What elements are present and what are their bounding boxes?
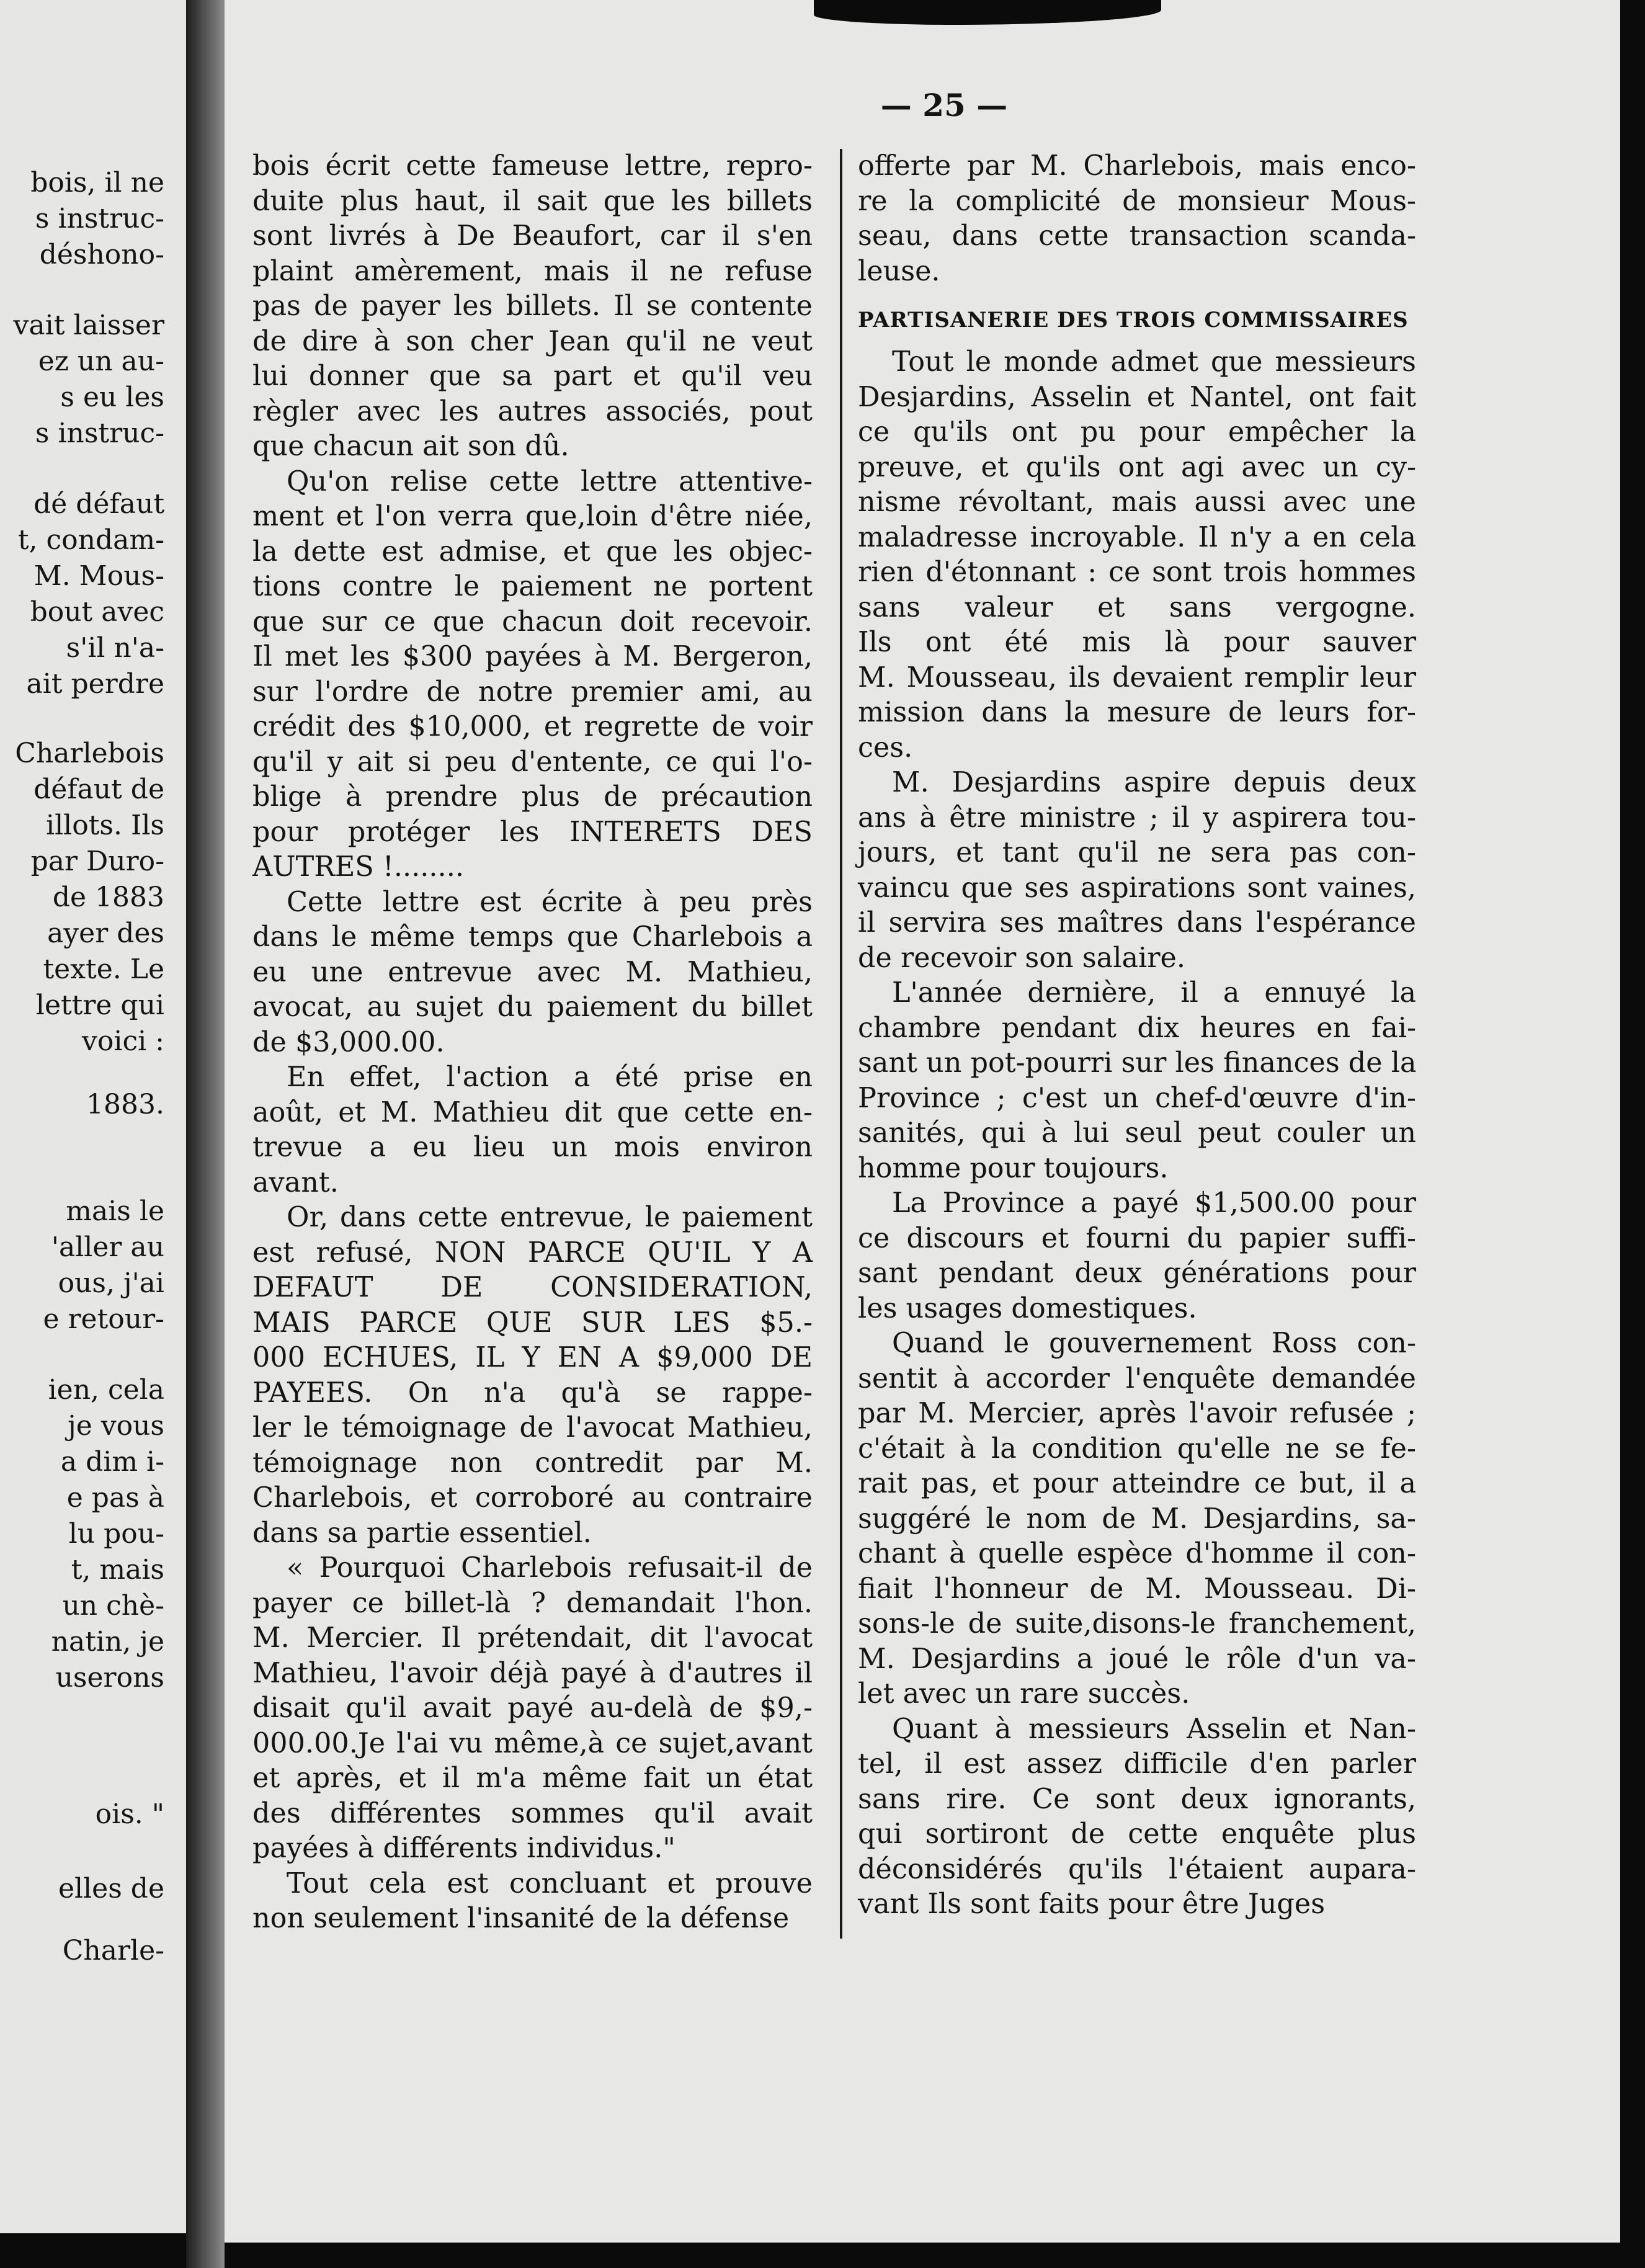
facing-page-line: voici : xyxy=(82,1026,164,1057)
facing-page-line: mais le xyxy=(66,1196,164,1227)
text-line: 000 ECHUES, IL Y EN A $9,000 DE xyxy=(252,1342,813,1373)
facing-page-line: bois, il ne xyxy=(30,167,164,199)
text-line: qui sortiront de cette enquête plus xyxy=(858,1818,1416,1850)
facing-page-line: s instruc- xyxy=(35,418,164,449)
facing-page-line: de 1883 xyxy=(52,882,164,913)
facing-page-line: dé défaut xyxy=(33,489,164,520)
column-left xyxy=(252,149,813,1937)
text-line: La Province a payé $1,500.00 pour xyxy=(892,1187,1416,1219)
text-line: non seulement l'insanité de la défense xyxy=(252,1903,790,1934)
paragraph xyxy=(858,345,1416,766)
text-line: sur l'ordre de notre premier ami, au xyxy=(252,676,813,708)
text-line: M. Mercier. Il prétendait, dit l'avocat xyxy=(252,1622,813,1654)
text-line: maladresse incroyable. Il n'y a en cela xyxy=(858,521,1416,553)
facing-page-line: M. Mous- xyxy=(33,561,164,592)
facing-page-line: bout avec xyxy=(30,597,164,628)
text-line: Quant à messieurs Asselin et Nan- xyxy=(892,1713,1416,1745)
facing-page-line: ois. " xyxy=(95,1799,164,1830)
text-line: avant. xyxy=(252,1166,339,1199)
scan-edge xyxy=(1620,0,1645,2268)
facing-page-line: vait laisser xyxy=(13,310,164,341)
text-line: est refusé, NON PARCE QU'IL Y A xyxy=(252,1236,813,1269)
text-line: témoignage non contredit par M. xyxy=(252,1447,813,1479)
text-line: dans le même temps que Charlebois a xyxy=(252,921,813,953)
paragraph xyxy=(252,885,813,1061)
facing-page-line: s eu les xyxy=(60,382,164,413)
column-right-body xyxy=(858,345,1416,1922)
paragraph xyxy=(252,1551,813,1867)
facing-page-line: elles de xyxy=(58,1873,164,1904)
text-line: jours, et tant qu'il ne sera pas con- xyxy=(858,837,1416,868)
page-shadow xyxy=(225,2243,1620,2268)
section-heading: PARTISANERIE DES TROIS COMMISSAIRES xyxy=(858,308,1409,333)
text-line: L'année dernière, il a ennuyé la xyxy=(892,977,1416,1009)
text-line: la dette est admise, et que les objec- xyxy=(252,535,813,568)
text-line: suggéré le nom de M. Desjardins, sa- xyxy=(858,1502,1416,1535)
text-line: lui donner que sa part et qu'il veu xyxy=(252,360,813,392)
text-line: payer ce billet-là ? demandait l'hon. xyxy=(252,1587,813,1619)
text-line: Province ; c'est un chef-d'œuvre d'in- xyxy=(858,1082,1416,1114)
page-number: — 25 — xyxy=(880,87,1008,123)
text-line: de $3,000.00. xyxy=(252,1026,445,1058)
text-line: déconsidérés qu'ils l'étaient aupara- xyxy=(858,1853,1416,1885)
text-line: Desjardins, Asselin et Nantel, ont fait xyxy=(858,381,1416,413)
text-line: homme pour toujours. xyxy=(858,1152,1169,1184)
text-line: c'était à la condition qu'elle ne se fe- xyxy=(858,1432,1416,1465)
facing-page-line: un chè- xyxy=(62,1591,164,1622)
paragraph xyxy=(858,1712,1416,1922)
page xyxy=(225,0,1620,2243)
text-line: trevue a eu lieu un mois environ xyxy=(252,1132,813,1163)
text-line: sans rire. Ce sont deux ignorants, xyxy=(858,1783,1416,1815)
facing-page-line: ez un au- xyxy=(38,346,164,377)
column-right-intro xyxy=(858,149,1416,289)
text-line: chambre pendant dix heures en fai- xyxy=(858,1012,1416,1044)
text-line: Charlebois, et corroboré au contraire xyxy=(252,1482,813,1514)
text-line: M. Desjardins aspire depuis deux xyxy=(892,767,1416,798)
text-line: ces. xyxy=(858,731,913,764)
text-line: crédit des $10,000, et regrette de voir xyxy=(252,711,813,743)
text-line: Quand le gouvernement Ross con- xyxy=(892,1328,1416,1359)
paragraph xyxy=(252,1200,813,1551)
text-line: ment et l'on verra que,loin d'être niée, xyxy=(252,501,813,532)
text-line: eu une entrevue avec M. Mathieu, xyxy=(252,956,813,988)
text-line: blige à prendre plus de précaution xyxy=(252,781,813,813)
text-line: DEFAUT DE CONSIDERATION, xyxy=(252,1272,813,1303)
facing-page-line: lu pou- xyxy=(68,1519,164,1550)
text-line: bois écrit cette fameuse lettre, repro- xyxy=(252,150,813,182)
text-line: sons-le de suite,disons-le franchement, xyxy=(858,1608,1416,1640)
text-line: Tout le monde admet que messieurs xyxy=(892,346,1416,378)
text-line: ans à être ministre ; il y aspirera tou- xyxy=(858,801,1416,834)
text-line: plaint amèrement, mais il ne refuse xyxy=(252,255,813,287)
text-line: tions contre le paiement ne portent xyxy=(252,571,813,602)
facing-page-line: texte. Le xyxy=(43,954,164,985)
text-line: Or, dans cette entrevue, le paiement xyxy=(287,1202,813,1233)
text-line: août, et M. Mathieu dit que cette en- xyxy=(252,1096,813,1128)
text-line: MAIS PARCE QUE SUR LES $5.- xyxy=(252,1306,813,1339)
paragraph xyxy=(252,465,813,885)
facing-page-line: Charle- xyxy=(62,1935,164,1967)
text-line: qu'il y ait si peu d'entente, ce qui l'o- xyxy=(252,746,813,778)
facing-page-line: défaut de xyxy=(33,774,164,805)
text-line: Qu'on relise cette lettre attentive- xyxy=(287,465,813,498)
text-line: de recevoir son salaire. xyxy=(858,942,1185,974)
text-line: sans valeur et sans vergogne. xyxy=(858,591,1416,623)
text-line: règler avec les autres associés, pout xyxy=(252,395,813,427)
text-line: disait qu'il avait payé au-delà de $9,- xyxy=(252,1692,813,1724)
column-right xyxy=(858,149,1416,1922)
text-line: rait pas, et pour atteindre ce but, il a xyxy=(858,1468,1416,1499)
text-line: Mathieu, l'avoir déjà payé à d'autres il xyxy=(252,1657,813,1689)
text-line: re la complicité de monsieur Mous- xyxy=(858,185,1416,217)
facing-page-line: t, mais xyxy=(71,1555,164,1586)
text-line: Ils ont été mis là pour sauver xyxy=(858,627,1416,658)
text-line: et après, et il m'a même fait un état xyxy=(252,1762,813,1794)
text-line: 000.00.Je l'ai vu même,à ce sujet,avant xyxy=(252,1727,813,1759)
text-line: PAYEES. On n'a qu'à se rappe- xyxy=(252,1377,813,1409)
facing-page-line: Charlebois xyxy=(15,738,164,769)
text-line: leuse. xyxy=(858,255,940,287)
text-line: il servira ses maîtres dans l'espérance xyxy=(858,907,1416,939)
facing-page-line: natin, je xyxy=(51,1627,164,1658)
text-line: de dire à son cher Jean qu'il ne veut xyxy=(252,325,813,357)
facing-page-line: illots. Ils xyxy=(46,810,164,841)
facing-page-line: e retour- xyxy=(43,1304,164,1335)
facing-page-line: ous, j'ai xyxy=(58,1268,164,1299)
facing-page-line: par Duro- xyxy=(30,846,164,877)
text-line: let avec un rare succès. xyxy=(858,1678,1190,1710)
paragraph xyxy=(858,976,1416,1186)
paragraph xyxy=(858,766,1416,976)
text-line: sant un pot-pourri sur les finances de la xyxy=(858,1047,1417,1079)
column-rule xyxy=(840,149,842,1939)
facing-page-line: ait perdre xyxy=(26,669,164,700)
facing-page-line: e pas à xyxy=(66,1483,164,1514)
facing-page-line: ien, cela xyxy=(48,1375,164,1406)
text-line: M. Desjardins a joué le rôle d'un va- xyxy=(858,1643,1416,1675)
text-line: preuve, et qu'ils ont agi avec un cy- xyxy=(858,451,1416,483)
text-line: dans sa partie essentiel. xyxy=(252,1517,592,1549)
text-line: payées à différents individus." xyxy=(252,1833,675,1864)
text-line: tel, il est assez difficile d'en parler xyxy=(858,1748,1416,1780)
text-line: sont livrés à De Beaufort, car il s'en xyxy=(252,220,813,252)
text-line: vant Ils sont faits pour être Juges xyxy=(858,1888,1326,1920)
text-line: que chacun ait son dû. xyxy=(252,431,569,462)
paragraph xyxy=(252,1060,813,1200)
text-line: par M. Mercier, après l'avoir refusée ; xyxy=(858,1398,1416,1429)
text-line: « Pourquoi Charlebois refusait-il de xyxy=(287,1552,813,1584)
facing-page-line: 1883. xyxy=(86,1089,164,1120)
text-line: duite plus haut, il sait que les billets xyxy=(252,185,813,217)
facing-page-line: userons xyxy=(55,1663,164,1694)
text-line: ler le témoignage de l'avocat Mathieu, xyxy=(252,1412,813,1444)
text-line: sentit à accorder l'enquête demandée xyxy=(858,1362,1416,1395)
torn-edge xyxy=(814,0,1161,25)
facing-page-line: ayer des xyxy=(47,918,164,949)
text-line: mission dans la mesure de leurs for- xyxy=(858,697,1416,728)
text-line: sanités, qui à lui seul peut couler un xyxy=(858,1117,1416,1149)
text-line: des différentes sommes qu'il avait xyxy=(252,1797,813,1829)
text-line: En effet, l'action a été prise en xyxy=(287,1061,813,1093)
text-line: sant pendant deux générations pour xyxy=(858,1257,1416,1289)
paragraph xyxy=(252,1867,813,1937)
paragraph xyxy=(858,149,1416,289)
facing-page-line: a dim i- xyxy=(60,1447,164,1478)
text-line: rien d'étonnant : ce sont trois hommes xyxy=(858,556,1416,588)
facing-page xyxy=(0,0,186,2233)
text-line: pour protéger les INTERETS DES xyxy=(252,816,813,848)
facing-page-line: déshono- xyxy=(39,239,164,270)
text-line: ce discours et fourni du papier suffi- xyxy=(858,1222,1416,1254)
text-line: Cette lettre est écrite à peu près xyxy=(287,886,813,918)
text-line: nisme révoltant, mais aussi avec une xyxy=(858,486,1416,518)
text-line: Il met les $300 payées à M. Bergeron, xyxy=(252,641,813,672)
text-line: AUTRES !........ xyxy=(252,851,464,883)
facing-page-line: je vous xyxy=(68,1411,164,1442)
text-line: Tout cela est concluant et prouve xyxy=(287,1867,813,1900)
facing-page-line: s instruc- xyxy=(35,203,164,234)
text-line: fiait l'honneur de M. Mousseau. Di- xyxy=(858,1573,1416,1605)
text-line: chant à quelle espèce d'homme il con- xyxy=(858,1538,1416,1569)
facing-page-line: 'aller au xyxy=(51,1232,164,1263)
text-line: seau, dans cette transaction scanda- xyxy=(858,220,1416,252)
facing-page-line: lettre qui xyxy=(35,990,164,1021)
text-line: avocat, au sujet du paiement du billet xyxy=(252,991,813,1023)
facing-page-line: s'il n'a- xyxy=(66,633,164,664)
text-line: les usages domestiques. xyxy=(858,1292,1197,1324)
paragraph xyxy=(858,1326,1416,1712)
text-line: ce qu'ils ont pu pour empêcher la xyxy=(858,416,1416,448)
facing-page-line: t, condam- xyxy=(17,525,164,556)
paragraph xyxy=(252,149,813,465)
paragraph xyxy=(858,1186,1416,1326)
text-line: pas de payer les billets. Il se contente xyxy=(252,290,813,322)
text-line: vaincu que ses aspirations sont vaines, xyxy=(858,872,1416,904)
text-line: que sur ce que chacun doit recevoir. xyxy=(252,605,813,638)
text-line: M. Mousseau, ils devaient remplir leur xyxy=(858,661,1416,694)
book-gutter xyxy=(186,0,225,2268)
text-line: offerte par M. Charlebois, mais enco- xyxy=(858,150,1416,182)
